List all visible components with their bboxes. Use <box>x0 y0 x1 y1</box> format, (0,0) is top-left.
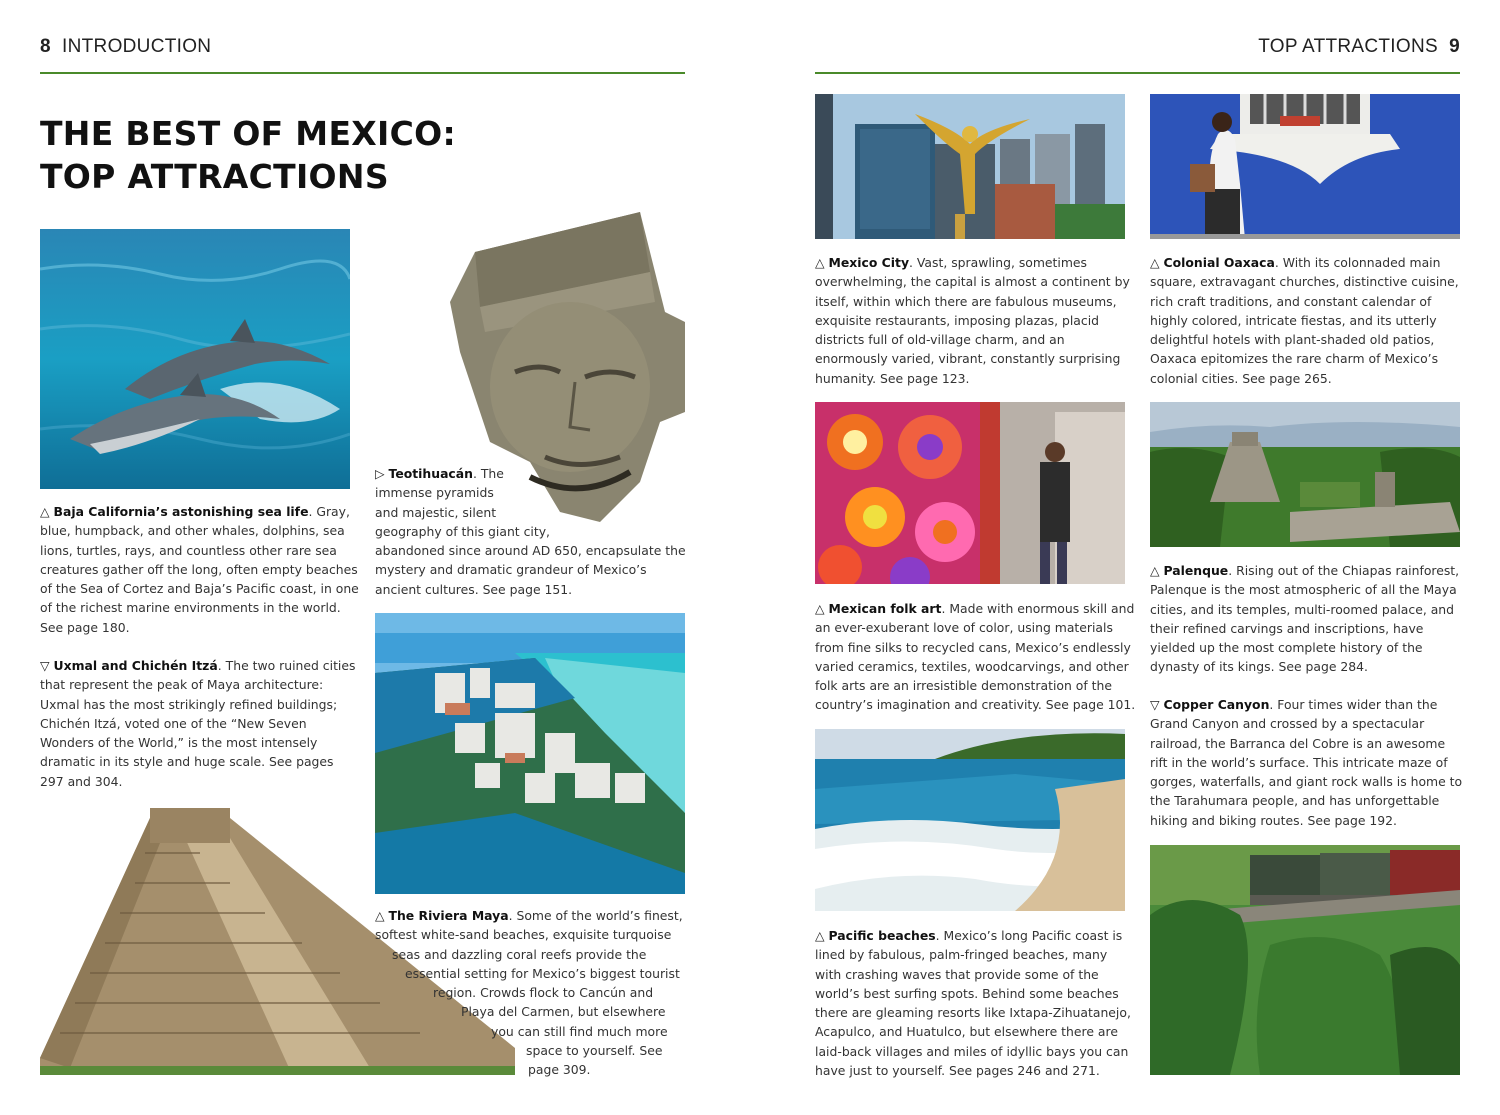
pacific-beach-photo <box>815 729 1125 911</box>
palenque-photo <box>1150 402 1460 547</box>
caption-arrow-icon: △ <box>815 601 825 616</box>
right-header-rule <box>815 72 1460 74</box>
caption-arrow-icon: △ <box>375 908 385 923</box>
left-header-rule <box>40 72 685 74</box>
caption-mexico-city: △ Mexico City. Vast, sprawling, sometimes overwhelming, the capital is almost a continent by itself, within which there are fabulous museums, exquisite restaurants, imposing plazas, placid districts full of old-village charm, and an enormously varied, vibrant, constantly surprising humanity. See page 123. <box>815 255 1130 386</box>
page-title-line-2: TOP ATTRACTIONS <box>40 157 389 196</box>
caption-heading: Palenque <box>1163 563 1229 578</box>
mexico-city-photo <box>815 94 1125 239</box>
page-title-line-1: THE BEST OF MEXICO: <box>40 114 456 153</box>
caption-heading: Teotihuacán <box>388 466 473 481</box>
left-page-number: 8 <box>40 36 51 57</box>
caption-riviera-maya: △ The Riviera Maya. Some of the world’s finest, softest white-sand beaches, exquisite turquoise seas and dazzling coral reefs provide the essential setting for Mexico’s biggest tourist region. Crowds flock to Cancún and Playa del Carmen, but elsewhere you can still find much more space to yourself. See page 309. <box>375 908 683 1078</box>
caption-pacific-beaches: △ Pacific beaches. Mexico’s long Pacific coast is lined by fabulous, palm-fringed beaches, many with crashing waves that provide some of the world’s best surfing spots. Behind some beaches there are gleaming resorts like Ixtapa-Zihuatanejo, Acapulco, and Huatulco, but elsewhere there are laid-back villages and miles of idyllic bays you can have just to yourself. See pages 246 and 271. <box>815 928 1131 1079</box>
caption-arrow-icon: △ <box>1150 255 1160 270</box>
caption-heading: Mexican folk art <box>828 601 942 616</box>
caption-heading: Baja California’s astonishing sea life <box>53 504 309 519</box>
oaxaca-photo <box>1150 94 1460 239</box>
dolphins-photo <box>40 229 350 489</box>
caption-heading: Colonial Oaxaca <box>1163 255 1275 270</box>
caption-arrow-icon: ▽ <box>40 658 50 673</box>
right-running-head <box>1258 36 1460 58</box>
caption-teotihuacan: ▷ Teotihuacán. The immense pyramids and majestic, silent geography of this giant city, abandoned since around AD 650, encapsulate the mystery and dramatic grandeur of Mexico’s ancient cultures. See page 151. <box>375 466 686 597</box>
caption-arrow-icon: △ <box>815 928 825 943</box>
caption-palenque: △ Palenque. Rising out of the Chiapas rainforest, Palenque is the most atmospheric of all the Maya cities, and its temples, multi-roomed palace, and their refined carvings and inscriptions, have yielded up the most complete history of the dynasty of its kings. See page 284. <box>1150 563 1460 675</box>
caption-heading: Pacific beaches <box>828 928 936 943</box>
caption-baja-california: △ Baja California’s astonishing sea life. Gray, blue, humpback, and other whales, dolphins, sea lions, turtles, rays, and countless other rare sea creatures gather off the long, often empty beaches of the Sea of Cortez and Baja’s Pacific coast, in one of the richest marine environments in the world. See page 180. <box>40 504 359 635</box>
caption-heading: The Riviera Maya <box>388 908 509 923</box>
caption-arrow-icon: △ <box>40 504 50 519</box>
left-running-head <box>40 36 211 58</box>
caption-uxmal-chichen-itza: ▽ Uxmal and Chichén Itzá. The two ruined cities that represent the peak of Maya architecture: Uxmal has the most strikingly refined buildings; Chichén Itzá, voted one of the “New Seven Wonders of the World,” is the most intensely dramatic in its style and huge scale. See pages 297 and 304. <box>40 658 356 789</box>
caption-arrow-icon: △ <box>1150 563 1160 578</box>
caption-colonial-oaxaca: △ Colonial Oaxaca. With its colonnaded main square, extravagant churches, distinctive cuisine, rich craft traditions, and constant calendar of highly colored, intricate fiestas, and its utterly delightful hotels with plant-shaded old patios, Oaxaca epitomizes the rare charm of Mexico’s colonial cities. See page 265. <box>1150 255 1459 386</box>
caption-arrow-icon: △ <box>815 255 825 270</box>
caption-arrow-icon: ▷ <box>375 466 385 481</box>
copper-canyon-photo <box>1150 845 1460 1075</box>
caption-heading: Copper Canyon <box>1163 697 1270 712</box>
right-page-number: 9 <box>1449 36 1460 57</box>
folk-art-photo <box>815 402 1125 584</box>
left-section-title: INTRODUCTION <box>62 36 212 57</box>
caption-copper-canyon: ▽ Copper Canyon. Four times wider than the Grand Canyon and crossed by a spectacular railroad, the Barranca del Cobre is an awesome rift in the world’s surface. This intricate maze of gorges, waterfalls, and giant rock walls is home to the Tarahumara people, and has unforgettable hiking and biking routes. See page 192. <box>1150 697 1463 828</box>
caption-arrow-icon: ▽ <box>1150 697 1160 712</box>
caption-heading: Uxmal and Chichén Itzá <box>53 658 218 673</box>
page-title <box>40 112 456 198</box>
right-section-title: TOP ATTRACTIONS <box>1258 36 1438 57</box>
caption-heading: Mexico City <box>828 255 910 270</box>
caption-mexican-folk-art: △ Mexican folk art. Made with enormous skill and an ever-exuberant love of color, using materials from fine silks to recycled cans, Mexico’s endlessly varied ceramics, textiles, woodcarvings, and other folk arts are an irresistible demonstration of the country’s imagination and creativity. See page 101. <box>815 601 1136 713</box>
